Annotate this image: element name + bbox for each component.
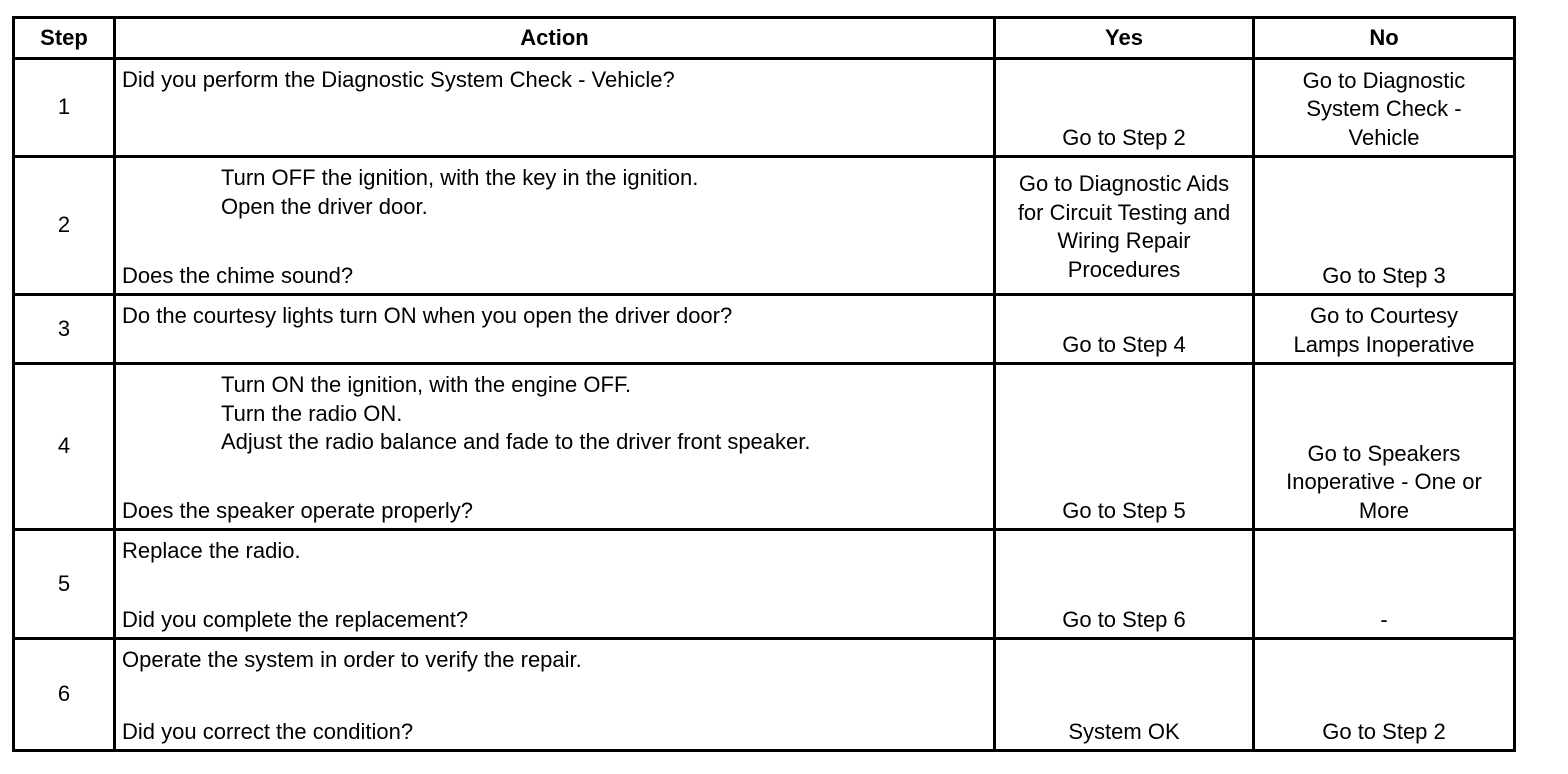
no-line: - bbox=[1380, 606, 1388, 632]
yes-line: Go to Diagnostic Aids bbox=[1018, 171, 1230, 196]
action-line: Turn the radio ON. bbox=[221, 400, 403, 426]
action-cell bbox=[116, 531, 996, 640]
action-cell bbox=[116, 296, 996, 365]
no-line: Vehicle bbox=[1348, 124, 1420, 150]
no-cell bbox=[1255, 365, 1513, 531]
no-line: Lamps Inoperative bbox=[1293, 331, 1475, 357]
action-question: Did you correct the condition? bbox=[122, 718, 414, 744]
yes-line: Go to Step 6 bbox=[1062, 606, 1186, 632]
yes-cell bbox=[996, 296, 1255, 365]
yes-line: Go to Step 2 bbox=[1062, 124, 1186, 150]
action-cell bbox=[116, 365, 996, 531]
step-number: 3 bbox=[15, 296, 116, 365]
yes-cell bbox=[996, 158, 1255, 296]
header-action: Action bbox=[116, 19, 996, 60]
no-cell bbox=[1255, 158, 1513, 296]
header-step: Step bbox=[15, 19, 116, 60]
yes-line: for Circuit Testing and bbox=[1017, 199, 1231, 225]
action-line: Adjust the radio balance and fade to the driver front speaker. bbox=[221, 429, 811, 454]
action-question: Does the chime sound? bbox=[122, 262, 354, 288]
no-cell bbox=[1255, 640, 1513, 749]
action-line: Turn ON the ignition, with the engine OFF. bbox=[221, 372, 632, 397]
yes-cell bbox=[996, 365, 1255, 531]
no-line: Go to Step 2 bbox=[1322, 718, 1446, 744]
action-line: Replace the radio. bbox=[122, 538, 301, 563]
header-no: No bbox=[1255, 19, 1513, 60]
step-number: 2 bbox=[15, 158, 116, 296]
action-line: Turn OFF the ignition, with the key in the ignition. bbox=[221, 165, 699, 190]
action-question: Does the speaker operate properly? bbox=[122, 497, 473, 523]
diagnostic-table bbox=[12, 16, 1516, 752]
header-yes: Yes bbox=[996, 19, 1255, 60]
yes-line: Go to Step 5 bbox=[1062, 497, 1186, 523]
yes-cell bbox=[996, 640, 1255, 749]
action-line: Did you perform the Diagnostic System Check - Vehicle? bbox=[122, 67, 675, 92]
step-number: 6 bbox=[15, 640, 116, 749]
yes-cell bbox=[996, 60, 1255, 158]
no-line: System Check - bbox=[1306, 96, 1462, 121]
action-line: Open the driver door. bbox=[221, 193, 428, 219]
yes-line: System OK bbox=[1068, 718, 1180, 744]
yes-line: Go to Step 4 bbox=[1062, 331, 1186, 357]
no-cell bbox=[1255, 531, 1513, 640]
step-number: 1 bbox=[15, 60, 116, 158]
step-number: 5 bbox=[15, 531, 116, 640]
action-line: Do the courtesy lights turn ON when you open the driver door? bbox=[122, 303, 733, 328]
yes-line: Wiring Repair bbox=[1057, 228, 1191, 253]
action-line: Operate the system in order to verify the repair. bbox=[122, 647, 582, 672]
action-cell bbox=[116, 60, 996, 158]
no-line: Go to Speakers bbox=[1307, 440, 1461, 466]
step-number: 4 bbox=[15, 365, 116, 531]
no-line: Go to Courtesy bbox=[1310, 303, 1458, 328]
yes-cell bbox=[996, 531, 1255, 640]
no-cell bbox=[1255, 60, 1513, 158]
yes-line: Procedures bbox=[1067, 256, 1181, 282]
no-line: Inoperative - One or bbox=[1286, 469, 1482, 494]
no-line: More bbox=[1358, 497, 1410, 523]
no-line: Go to Step 3 bbox=[1322, 262, 1446, 288]
action-cell bbox=[116, 640, 996, 749]
no-cell bbox=[1255, 296, 1513, 365]
no-line: Go to Diagnostic bbox=[1302, 67, 1466, 93]
action-cell bbox=[116, 158, 996, 296]
action-question: Did you complete the replacement? bbox=[122, 606, 469, 632]
